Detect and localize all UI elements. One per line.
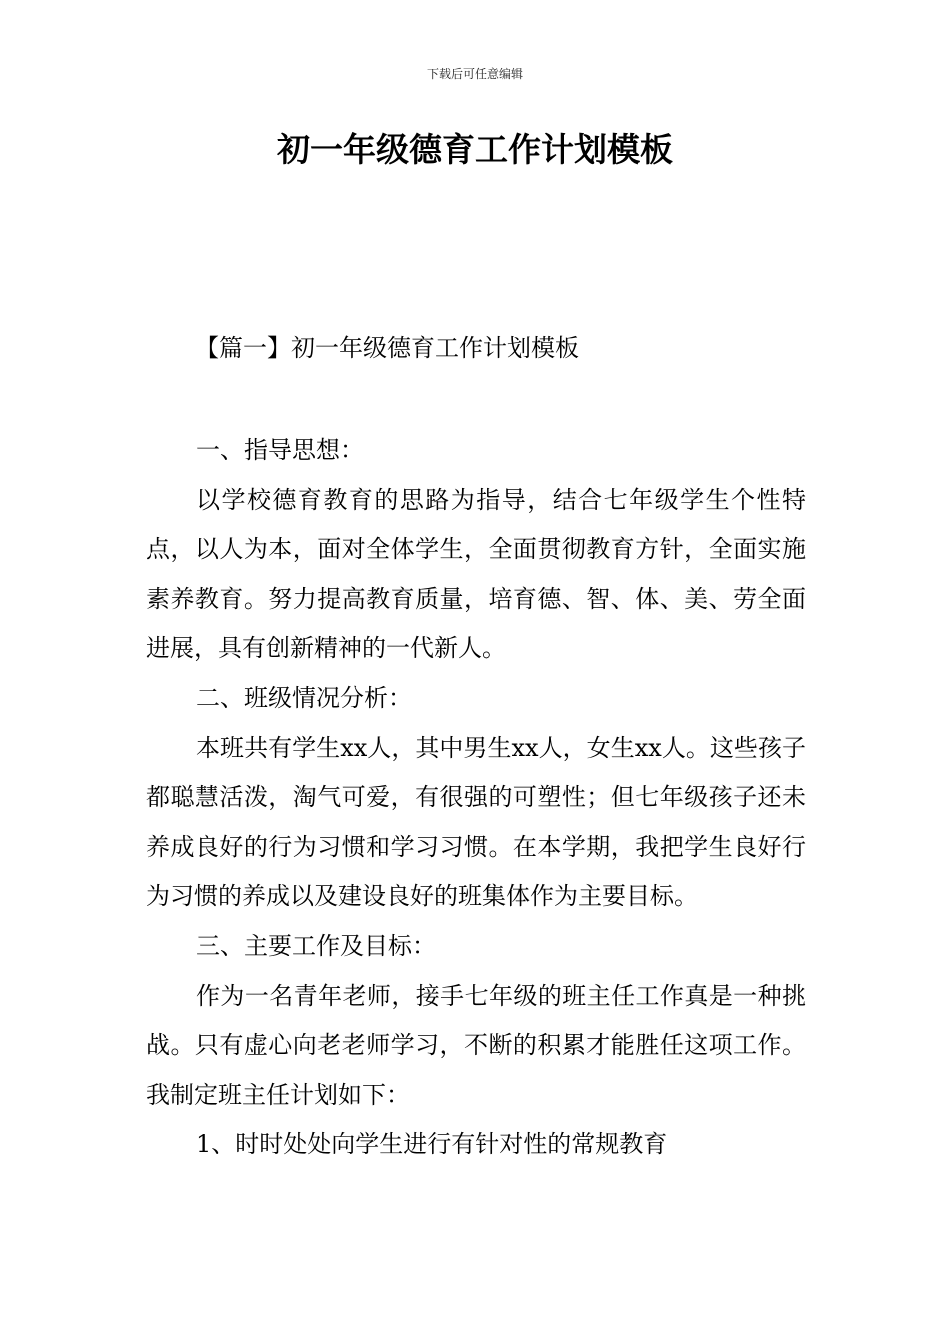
list-item-1: 1、时时处处向学生进行有针对性的常规教育 bbox=[196, 1130, 668, 1159]
paragraph-class-analysis: 本班共有学生xx人，其中男生xx人，女生xx人。这些孩子都聪慧活泼，淘气可爱，有很强的可塑性；但七年级孩子还未养成良好的行为习惯和学习习惯。在本学期，我把学生良好行为习惯的养成以及建设良好的班集体作为主要目标。 bbox=[146, 733, 806, 911]
heading-guiding-ideology: 一、指导思想： bbox=[196, 436, 364, 464]
heading-class-analysis: 二、班级情况分析： bbox=[196, 683, 412, 712]
paragraph-guiding-ideology: 以学校德育教育的思路为指导，结合七年级学生个性特点，以人为本，面对全体学生，全面贯彻教育方针，全面实施素养教育。努力提高教育质量，培育德、智、体、美、劳全面进展，具有创新精神的一代新人。 bbox=[146, 485, 806, 663]
section-heading: 【篇一】初一年级德育工作计划模板 bbox=[195, 334, 579, 362]
document-body bbox=[146, 426, 806, 1170]
paragraph-main-work: 作为一名青年老师，接手七年级的班主任工作真是一种挑战。只有虚心向老老师学习，不断的积累才能胜任这项工作。我制定班主任计划如下： bbox=[146, 981, 806, 1109]
header-note: 下载后可任意编辑 bbox=[426, 67, 523, 81]
heading-main-work: 三、主要工作及目标： bbox=[196, 931, 436, 960]
document-title: 初一年级德育工作计划模板 bbox=[277, 130, 673, 169]
